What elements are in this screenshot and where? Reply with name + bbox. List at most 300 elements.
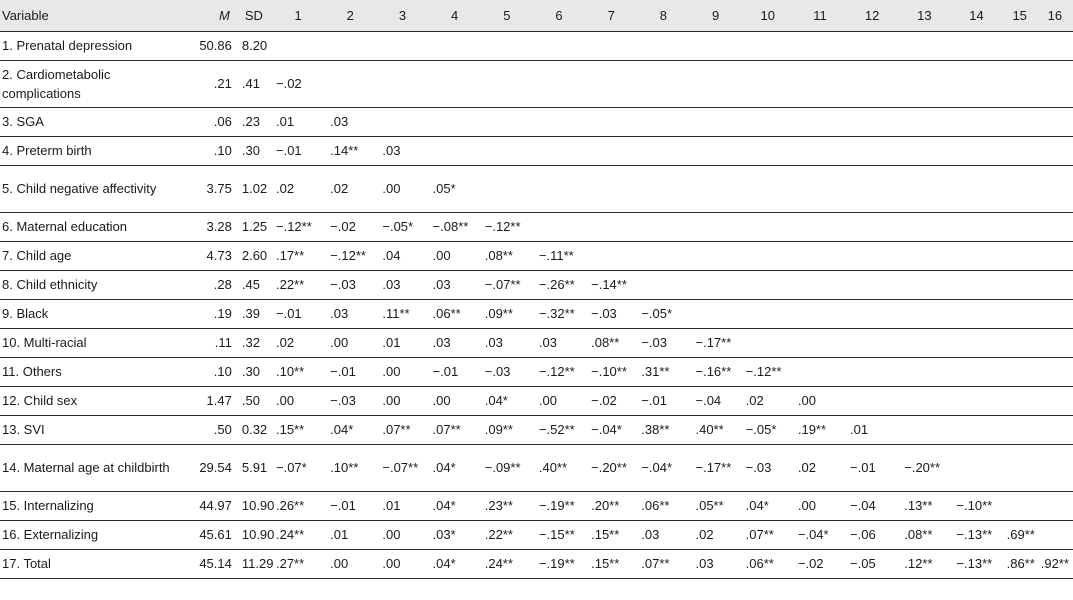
correlation-cell: −.04 [850, 498, 876, 513]
correlation-cell: −.08** [432, 219, 469, 234]
correlation-cell [742, 212, 794, 241]
correlation-cell: .01 [275, 114, 295, 129]
correlation-cell: .00 [797, 498, 816, 513]
column-header-11: 11 [813, 7, 827, 23]
mean-value: 3.28 [206, 219, 232, 234]
correlation-cell: −.16** [695, 364, 732, 379]
correlation-cell [585, 107, 637, 136]
correlation-cell [637, 270, 689, 299]
correlation-cell [689, 165, 741, 212]
variable-name: 17. Total [2, 556, 51, 571]
correlation-cell [637, 165, 689, 212]
sd-value: 10.90 [241, 527, 275, 542]
column-header-3: 3 [398, 7, 407, 23]
correlation-cell [533, 136, 585, 165]
sd-value: .50 [241, 393, 260, 408]
correlation-cell: .01 [382, 335, 401, 350]
correlation-cell: .13** [904, 498, 933, 513]
correlation-cell [1037, 415, 1073, 444]
correlation-cell [689, 241, 741, 270]
mean-value: 44.97 [199, 498, 232, 513]
correlation-cell: .86** [1006, 556, 1035, 571]
correlation-cell [950, 136, 1002, 165]
table-row [0, 60, 1073, 107]
correlation-cell [794, 107, 846, 136]
correlation-cell [898, 165, 950, 212]
correlation-cell: .01 [330, 527, 349, 542]
column-header-12: 12 [864, 7, 880, 23]
correlation-cell [742, 136, 794, 165]
correlation-cell: −.07* [275, 460, 307, 475]
correlation-cell [794, 31, 846, 60]
correlation-cell: .14** [330, 143, 359, 158]
column-header-mean: M [219, 7, 230, 23]
correlation-cell [794, 165, 846, 212]
correlation-cell [637, 107, 689, 136]
correlation-cell: −.03 [484, 364, 511, 379]
correlation-cell: .00 [382, 556, 401, 571]
correlation-cell [637, 60, 689, 107]
correlation-cell: .31** [641, 364, 670, 379]
correlation-cell: .24** [484, 556, 513, 571]
table-row [0, 241, 1073, 270]
correlation-cell: .15** [591, 556, 620, 571]
mean-value: .21 [213, 76, 232, 91]
correlation-cell [898, 60, 950, 107]
variable-name: 4. Preterm birth [2, 143, 92, 158]
correlation-cell [898, 386, 950, 415]
correlation-cell: .10** [275, 364, 305, 379]
correlation-cell: −.01 [330, 498, 356, 513]
correlation-cell: −.01 [275, 143, 302, 158]
correlation-cell [585, 165, 637, 212]
correlation-cell: −.12** [330, 248, 366, 263]
variable-name: 7. Child age [2, 248, 72, 263]
mean-value: 1.47 [206, 393, 232, 408]
correlation-cell: .00 [382, 527, 401, 542]
correlation-cell: .00 [330, 335, 349, 350]
sd-value: .41 [241, 76, 260, 91]
table-row [0, 165, 1073, 212]
correlation-cell [898, 357, 950, 386]
variable-name: 10. Multi-racial [2, 335, 87, 350]
correlation-cell [1003, 328, 1037, 357]
correlation-cell: −.04* [591, 422, 622, 437]
correlation-cell [1037, 31, 1073, 60]
column-header-1: 1 [294, 7, 302, 23]
variable-name: 6. Maternal education [2, 219, 128, 234]
correlation-cell: −.07** [484, 277, 521, 292]
correlation-cell [533, 60, 585, 107]
correlation-cell: .03 [695, 556, 714, 571]
correlation-cell [533, 31, 585, 60]
correlation-cell: −.11** [538, 248, 574, 263]
correlation-cell: .22** [275, 277, 305, 292]
correlation-cell: .02 [330, 181, 349, 196]
correlation-cell: .08** [484, 248, 513, 263]
correlation-cell: .15** [591, 527, 620, 542]
correlation-cell: .01 [850, 422, 869, 437]
column-header-variable: Variable [2, 7, 49, 23]
correlation-cell [950, 328, 1002, 357]
correlation-cell [1003, 357, 1037, 386]
table-row [0, 212, 1073, 241]
mean-value: .19 [213, 306, 232, 321]
correlation-cell: −.26** [538, 277, 575, 292]
correlation-cell [950, 60, 1002, 107]
variable-name: 11. Others [2, 364, 62, 379]
correlation-cell: .06** [641, 498, 670, 513]
mean-value: .06 [213, 114, 232, 129]
mean-value: 45.14 [199, 556, 232, 571]
correlation-cell: .03 [330, 114, 349, 129]
correlation-cell [272, 31, 324, 60]
correlation-cell [1037, 165, 1073, 212]
variable-name: 8. Child ethnicity [2, 277, 98, 292]
table-row [0, 386, 1073, 415]
correlation-cell [846, 165, 898, 212]
correlation-cell: −.09** [484, 460, 521, 475]
correlation-cell [742, 328, 794, 357]
correlation-cell: .38** [641, 422, 670, 437]
header-row [0, 0, 1073, 31]
correlation-cell [533, 107, 585, 136]
correlation-cell: .05** [695, 498, 724, 513]
mean-value: 4.73 [206, 248, 232, 263]
mean-value: .10 [213, 143, 232, 158]
correlation-cell [1037, 270, 1073, 299]
correlation-cell [689, 60, 741, 107]
correlation-cell: .40** [695, 422, 724, 437]
correlation-cell: −.03 [591, 306, 617, 321]
correlation-cell: −.03 [745, 460, 772, 475]
correlation-cell [429, 107, 481, 136]
correlation-cell [846, 107, 898, 136]
correlation-cell: .02 [275, 181, 295, 196]
correlation-cell [1037, 357, 1073, 386]
variable-name: 3. SGA [2, 114, 44, 129]
correlation-cell [1037, 386, 1073, 415]
sd-value: 1.25 [241, 219, 268, 234]
correlation-cell [950, 270, 1002, 299]
correlation-cell: −.13** [956, 527, 993, 542]
correlation-cell: .12** [904, 556, 933, 571]
correlation-cell: .07** [382, 422, 411, 437]
correlation-cell: .07** [432, 422, 461, 437]
correlation-cell: −.13** [956, 556, 993, 571]
correlation-cell [481, 31, 533, 60]
correlation-cell [1003, 299, 1037, 328]
table-row [0, 270, 1073, 299]
mean-value: .11 [214, 335, 232, 350]
table-row [0, 299, 1073, 328]
correlation-cell [637, 241, 689, 270]
correlation-cell: .06** [432, 306, 461, 321]
table-row [0, 444, 1073, 491]
correlation-cell [585, 136, 637, 165]
sd-value: 1.02 [241, 181, 268, 196]
sd-value: 5.91 [241, 460, 268, 475]
correlation-cell: .00 [432, 248, 451, 263]
correlation-cell: −.12** [745, 364, 782, 379]
correlation-cell [846, 270, 898, 299]
correlation-cell: .04* [484, 393, 508, 408]
correlation-cell: .04* [745, 498, 769, 513]
correlation-cell: −.02 [797, 556, 824, 571]
column-header-15: 15 [1012, 7, 1027, 23]
correlation-cell [898, 328, 950, 357]
correlation-cell [1003, 136, 1037, 165]
table-row [0, 107, 1073, 136]
correlation-cell: .92** [1040, 556, 1069, 571]
correlation-cell [794, 136, 846, 165]
correlation-cell: .05* [432, 181, 456, 196]
correlation-cell: .01 [382, 498, 401, 513]
correlation-cell [846, 60, 898, 107]
correlation-cell: .00 [275, 393, 295, 408]
correlation-cell [1037, 328, 1073, 357]
table-row [0, 328, 1073, 357]
correlation-cell: .17** [275, 248, 305, 263]
correlation-cell: −.14** [591, 277, 627, 292]
correlation-cell [950, 212, 1002, 241]
mean-value: 50.86 [199, 38, 232, 53]
correlation-cell [950, 299, 1002, 328]
correlation-cell [637, 212, 689, 241]
table-row [0, 136, 1073, 165]
column-header-7: 7 [607, 7, 615, 23]
correlation-cell: .09** [484, 306, 513, 321]
correlation-cell: .23** [484, 498, 513, 513]
correlation-cell: .00 [330, 556, 349, 571]
correlation-cell [1037, 241, 1073, 270]
correlation-cell: −.19** [538, 498, 575, 513]
correlation-cell: .22** [484, 527, 513, 542]
column-header-13: 13 [917, 7, 932, 23]
correlation-cell: .11** [382, 306, 410, 321]
correlation-cell [689, 212, 741, 241]
correlation-cell [950, 357, 1002, 386]
correlation-cell [324, 31, 376, 60]
variable-name: 12. Child sex [2, 393, 78, 408]
correlation-cell: −.06 [850, 527, 876, 542]
correlation-cell [1003, 165, 1037, 212]
column-header-16: 16 [1047, 7, 1063, 23]
correlation-cell: −.03 [641, 335, 667, 350]
correlation-cell [1003, 415, 1037, 444]
correlation-cell: .20** [591, 498, 620, 513]
variable-name: 15. Internalizing [2, 498, 94, 513]
correlation-cell: .04 [382, 248, 401, 263]
correlation-cell [742, 107, 794, 136]
variable-name: 16. Externalizing [2, 527, 99, 542]
correlation-cell [846, 328, 898, 357]
correlation-cell: .00 [797, 393, 816, 408]
mean-value: 45.61 [199, 527, 232, 542]
correlation-cell [1003, 270, 1037, 299]
correlation-cell: .03 [330, 306, 349, 321]
correlation-cell [742, 165, 794, 212]
sd-value: .45 [241, 277, 260, 292]
sd-value: 10.90 [241, 498, 275, 513]
correlation-cell [950, 444, 1002, 491]
correlation-cell [898, 31, 950, 60]
correlation-cell: .04* [432, 498, 456, 513]
correlation-cell [794, 212, 846, 241]
correlation-cell: .02 [745, 393, 764, 408]
column-header-10: 10 [760, 7, 775, 23]
correlation-cell: −.12** [538, 364, 575, 379]
correlation-cell: .02 [797, 460, 816, 475]
correlation-cell [846, 241, 898, 270]
variable-name: 2. Cardiometabolic complications [2, 66, 111, 101]
correlation-cell: −.04* [797, 527, 829, 542]
correlation-cell: .03 [538, 335, 557, 350]
correlation-cell: −.20** [591, 460, 627, 475]
correlation-cell [898, 270, 950, 299]
correlation-cell: .19** [797, 422, 827, 437]
correlation-cell [846, 212, 898, 241]
correlation-cell [1003, 212, 1037, 241]
correlation-cell [846, 299, 898, 328]
correlation-cell [794, 60, 846, 107]
correlation-cell: −.04* [641, 460, 673, 475]
correlation-cell: .27** [275, 556, 305, 571]
correlation-cell: .03 [484, 335, 503, 350]
table-row [0, 549, 1073, 578]
table-row [0, 415, 1073, 444]
variable-name: 1. Prenatal depression [2, 38, 133, 53]
correlation-cell [481, 107, 533, 136]
correlation-cell [846, 31, 898, 60]
correlation-cell [742, 31, 794, 60]
correlation-cell: .03 [432, 277, 451, 292]
correlation-cell: .04* [330, 422, 354, 437]
sd-value: 11.29 [241, 556, 274, 571]
correlation-cell [376, 107, 428, 136]
correlation-cell: .03 [432, 335, 451, 350]
correlation-cell [533, 212, 585, 241]
correlation-cell: −.07** [382, 460, 419, 475]
correlation-cell [1003, 444, 1037, 491]
correlation-cell [898, 212, 950, 241]
correlation-cell: −.32** [538, 306, 575, 321]
correlation-cell: .03 [382, 277, 401, 292]
correlation-cell: .26** [275, 498, 305, 513]
correlation-cell [533, 165, 585, 212]
correlation-cell [429, 31, 481, 60]
correlation-cell: −.01 [275, 306, 302, 321]
correlation-cell: .00 [538, 393, 557, 408]
correlation-cell [1037, 520, 1073, 549]
correlation-cell: −.02 [275, 76, 302, 91]
table-row [0, 31, 1073, 60]
correlation-cell [1037, 212, 1073, 241]
correlation-cell [376, 60, 428, 107]
correlation-cell [794, 357, 846, 386]
correlation-cell [585, 60, 637, 107]
sd-value: 2.60 [241, 248, 268, 263]
mean-value: 29.54 [199, 460, 232, 475]
correlation-cell [898, 299, 950, 328]
correlation-cell [794, 328, 846, 357]
correlation-cell [429, 136, 481, 165]
column-header-6: 6 [555, 7, 563, 23]
correlation-cell [1003, 491, 1037, 520]
correlation-cell [1003, 60, 1037, 107]
correlation-cell [689, 270, 741, 299]
correlation-cell [585, 31, 637, 60]
correlation-cell [1037, 136, 1073, 165]
table-row [0, 520, 1073, 549]
correlation-cell [481, 136, 533, 165]
correlation-cell: −.17** [695, 335, 732, 350]
column-header-8: 8 [659, 7, 667, 23]
correlation-cell: −.19** [538, 556, 575, 571]
correlation-cell [1037, 491, 1073, 520]
correlation-cell [481, 165, 533, 212]
correlation-cell: .08** [904, 527, 933, 542]
correlation-cell [794, 270, 846, 299]
mean-value: 3.75 [206, 181, 232, 196]
table-row [0, 357, 1073, 386]
column-header-9: 9 [711, 7, 720, 23]
correlation-cell [1003, 241, 1037, 270]
sd-value: .39 [241, 306, 260, 321]
correlation-cell [585, 241, 637, 270]
correlation-cell: .02 [695, 527, 714, 542]
mean-value: .10 [213, 364, 232, 379]
correlation-cell: −.04 [695, 393, 722, 408]
correlation-cell: .00 [382, 364, 401, 379]
correlation-cell: .03* [432, 527, 456, 542]
correlation-cell [689, 136, 741, 165]
correlation-cell [1003, 31, 1037, 60]
correlation-cell: −.03 [330, 277, 356, 292]
correlation-cell: .04* [432, 460, 456, 475]
correlation-cell [846, 357, 898, 386]
correlation-cell [1037, 107, 1073, 136]
correlation-cell: .08** [591, 335, 620, 350]
correlation-cell: .00 [382, 181, 401, 196]
correlation-cell [637, 31, 689, 60]
correlation-cell [1037, 444, 1073, 491]
table-row [0, 491, 1073, 520]
correlation-cell [794, 241, 846, 270]
correlation-cell [846, 136, 898, 165]
correlation-cell [742, 60, 794, 107]
correlation-cell [742, 241, 794, 270]
sd-value: .32 [241, 335, 260, 350]
correlation-cell [689, 31, 741, 60]
correlation-cell: −.01 [432, 364, 459, 379]
correlation-cell [950, 386, 1002, 415]
correlation-cell: −.02 [330, 219, 356, 234]
correlation-cell [1003, 386, 1037, 415]
correlation-cell [429, 60, 481, 107]
correlation-cell [950, 31, 1002, 60]
correlation-cell [689, 299, 741, 328]
correlation-cell: .00 [432, 393, 451, 408]
correlation-cell [846, 386, 898, 415]
correlation-cell: −.05* [745, 422, 777, 437]
table-body [0, 31, 1073, 578]
column-header-sd: SD [244, 7, 263, 23]
correlation-cell: .06** [745, 556, 774, 571]
correlation-cell: .07** [745, 527, 774, 542]
mean-value: .28 [213, 277, 232, 292]
sd-value: 0.32 [241, 422, 268, 437]
